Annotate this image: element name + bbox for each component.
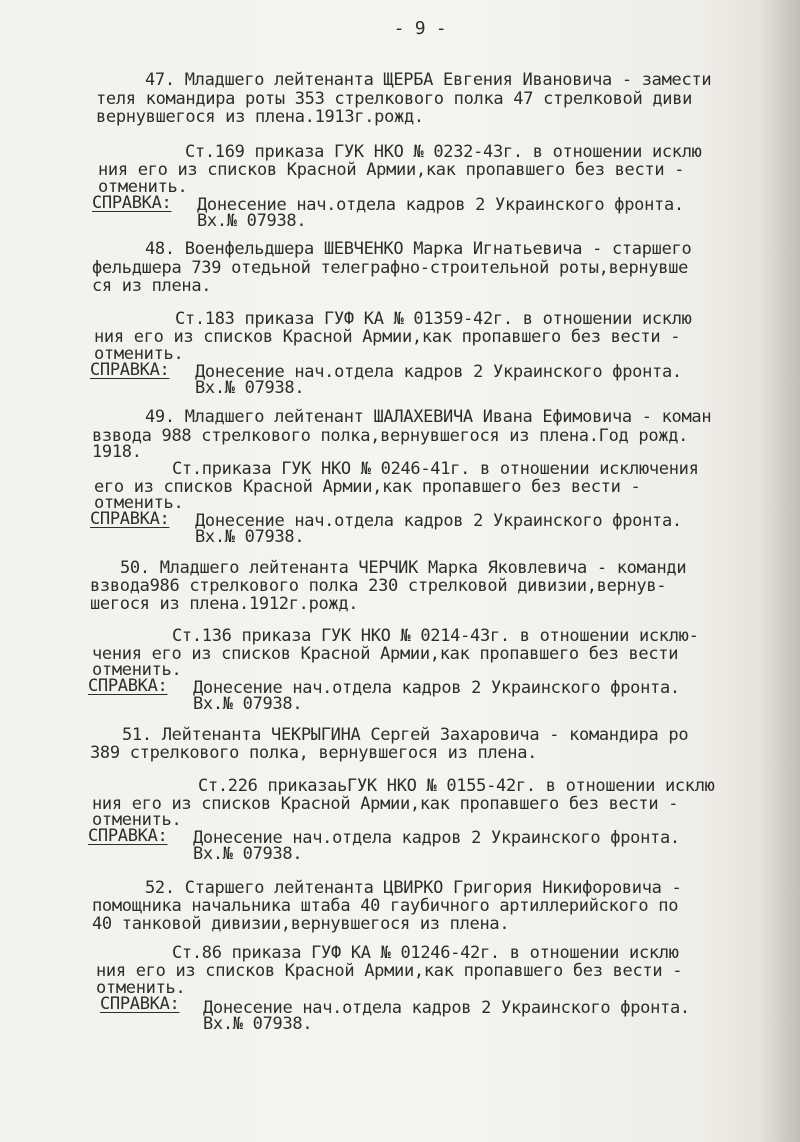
- entry-order-line: Ст.136 приказа ГУК НКО № 0214-43г. в отношении исклю-: [172, 626, 699, 646]
- entry-heading-line: шегося из плена.1912г.рожд.: [90, 594, 359, 614]
- entry-heading-line: 51. Лейтенанта ЧЕКРЫГИНА Сергей Захаровича - командира ро: [122, 725, 689, 745]
- note-reference: Вх.№ 07938.: [193, 844, 303, 864]
- entry-heading-line: 49. Младшего лейтенант ШАЛАХЕВИЧА Ивана Ефимовича - коман: [145, 407, 712, 427]
- note-reference: Вх.№ 07938.: [193, 694, 303, 714]
- entry-order-line: отменить.: [98, 177, 188, 197]
- entry-order-line: отменить.: [96, 978, 186, 998]
- entry-order-line: ния его из списков Красной Армии,как пропавшего без вести -: [98, 160, 685, 180]
- entry-order-line: отменить.: [92, 810, 182, 830]
- entry-order-line: ния его из списков Красной Армии,как пропавшего без вести -: [94, 327, 681, 347]
- entry-order-line: Ст.приказа ГУК НКО № 0246-41г. в отношении исключения: [172, 459, 699, 479]
- entry-heading-line: 47. Младшего лейтенанта ЩЕРБА Евгения Ивановича - замести: [145, 70, 712, 90]
- entry-order-line: его из списков Красной Армии,как пропавшего без вести -: [94, 477, 641, 497]
- entry-heading-line: ся из плена.: [92, 276, 212, 296]
- entry-heading-line: 1918.: [92, 442, 142, 462]
- entry-order-line: отменить.: [94, 344, 184, 364]
- entry-heading-line: 389 стрелкового полка, вернувшегося из плена.: [90, 743, 538, 763]
- note-text: Донесение нач.отдела кадров 2 Украинского фронта.: [195, 362, 682, 382]
- entry-order-line: Ст.169 приказа ГУК НКО № 0232-43г. в отношении исклю: [185, 142, 702, 162]
- note-reference: Вх.№ 07938.: [203, 1014, 313, 1034]
- entry-heading-line: вернувшегося из плена.1913г.рожд.: [96, 107, 424, 127]
- entry-order-line: ния его из списков Красной Армии,как пропавшего без вести -: [96, 961, 683, 981]
- entry-heading-line: 40 танковой дивизии,вернувшегося из плена.: [92, 914, 510, 934]
- entry-order-line: отменить.: [94, 493, 184, 513]
- entry-order-line: отменить.: [92, 660, 182, 680]
- note-label: СПРАВКА:: [92, 193, 172, 213]
- page-edge-shadow: [760, 0, 800, 1142]
- note-label: СПРАВКА:: [88, 676, 168, 696]
- entry-heading-line: помощника начальника штаба 40 гаубичного артиллерийского по: [92, 896, 679, 916]
- entry-heading-line: взвода986 стрелкового полка 230 стрелковой дивизии,вернув-: [90, 576, 667, 596]
- entry-heading-line: фельдшера 739 отедьной телеграфно-строительной роты,вернувше: [92, 258, 689, 278]
- entry-order-line: чения его из списков Красной Армии,как пропавшего без вести: [92, 644, 679, 664]
- entry-order-line: Ст.183 приказа ГУФ КА № 01359-42г. в отношении исклю: [175, 309, 692, 329]
- entry-heading-line: 48. Военфельдшера ШЕВЧЕНКО Марка Игнатьевича - старшего: [145, 239, 692, 259]
- note-reference: Вх.№ 07938.: [195, 378, 305, 398]
- note-text: Донесение нач.отдела кадров 2 Украинского фронта.: [193, 828, 680, 848]
- note-reference: Вх.№ 07938.: [195, 527, 305, 547]
- note-text: Донесение нач.отдела кадров 2 Украинского фронта.: [195, 511, 682, 531]
- entry-heading-line: взвода 988 стрелкового полка,вернувшегося из плена.Год рожд.: [92, 426, 689, 446]
- entry-heading-line: теля командира роты 353 стрелкового полка 47 стрелковой диви: [96, 89, 693, 109]
- entry-order-line: Ст.86 приказа ГУФ КА № 01246-42г. в отношении исклю: [172, 943, 679, 963]
- entry-heading-line: 52. Старшего лейтенанта ЦВИРКО Григория Никифоровича -: [145, 878, 682, 898]
- entry-order-line: ния его из списков Красной Армии,как пропавшего без вести -: [92, 794, 679, 814]
- note-label: СПРАВКА:: [100, 994, 180, 1014]
- note-label: СПРАВКА:: [90, 509, 170, 529]
- note-label: СПРАВКА:: [88, 826, 168, 846]
- note-text: Донесение нач.отдела кадров 2 Украинского фронта.: [197, 195, 684, 215]
- note-text: Донесение нач.отдела кадров 2 Украинского фронта.: [203, 998, 690, 1018]
- entry-order-line: Ст.226 приказаьГУК НКО № 0155-42г. в отношении исклю: [198, 776, 715, 796]
- note-text: Донесение нач.отдела кадров 2 Украинского фронта.: [193, 678, 680, 698]
- note-reference: Вх.№ 07938.: [197, 211, 307, 231]
- page-number: - 9 -: [393, 18, 447, 39]
- entry-heading-line: 50. Младшего лейтенанта ЧЕРЧИК Марка Яковлевича - команди: [120, 558, 687, 578]
- note-label: СПРАВКА:: [90, 360, 170, 380]
